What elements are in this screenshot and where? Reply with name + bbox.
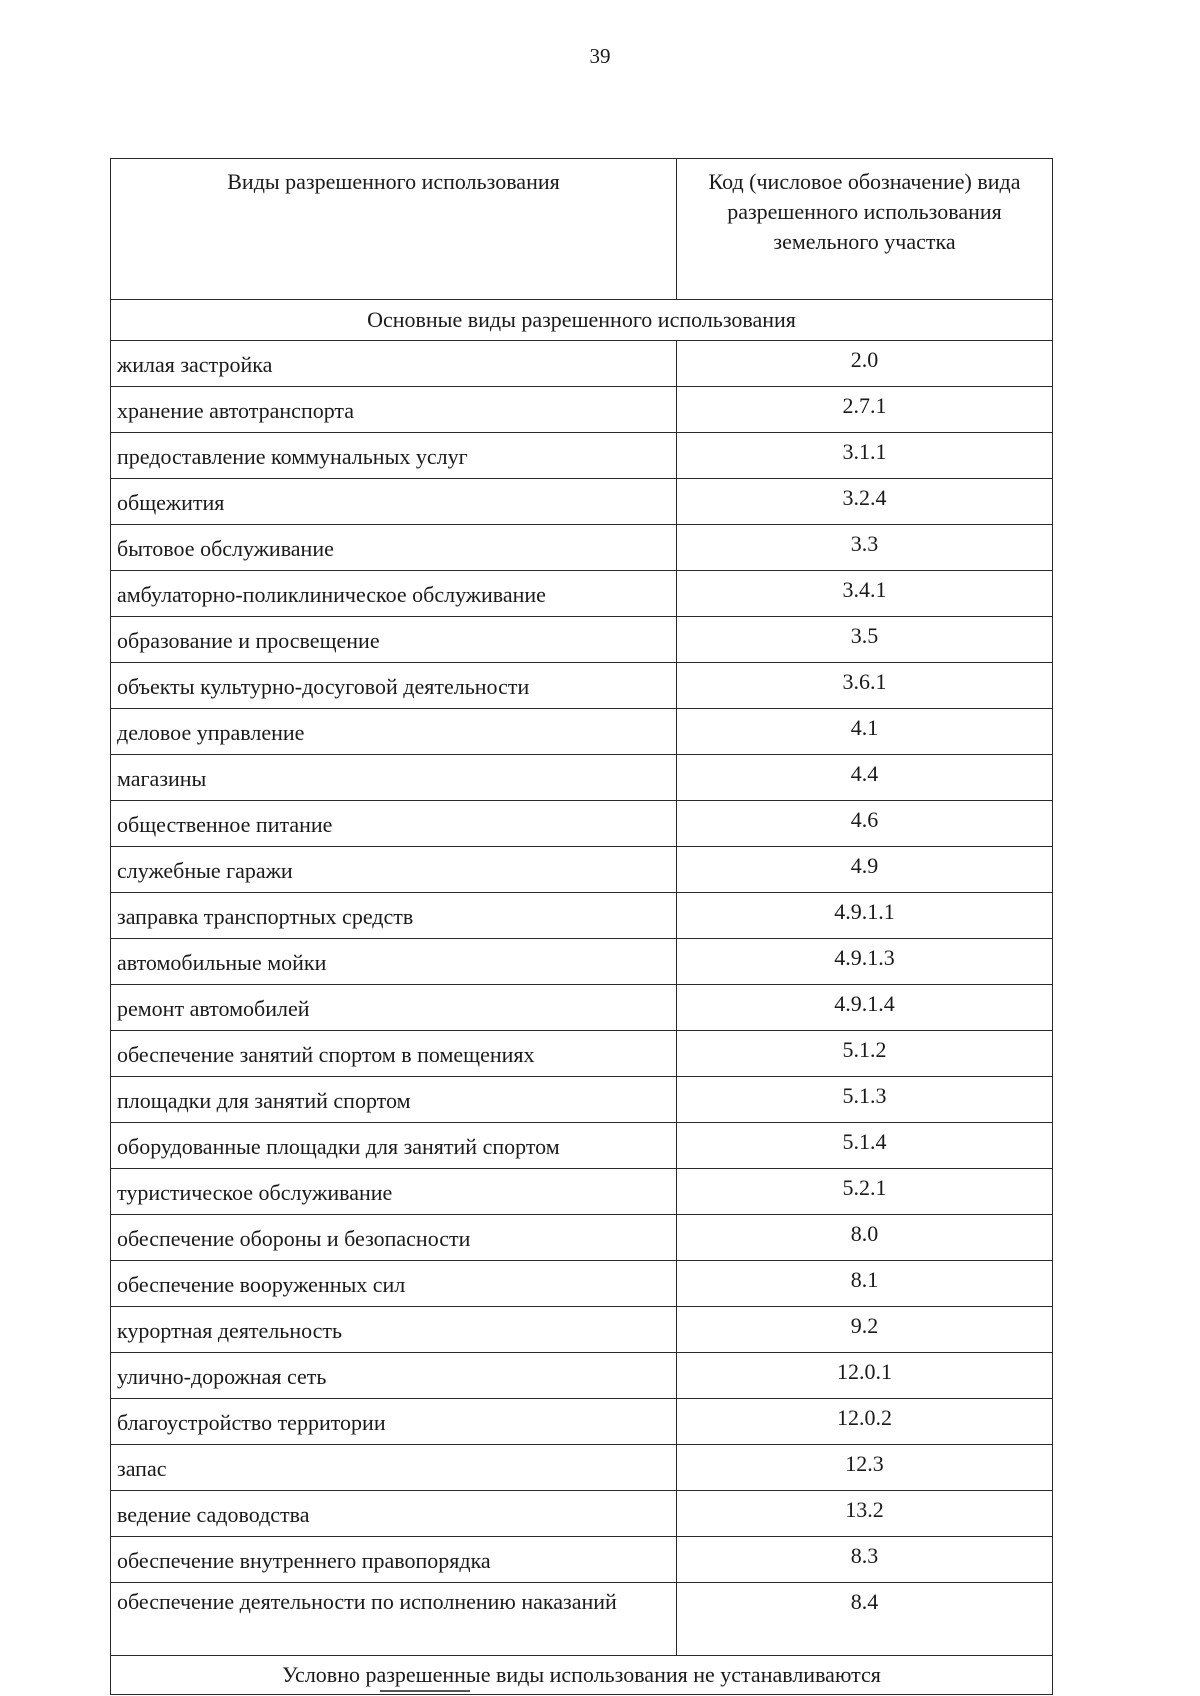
use-type-name: общественное питание (111, 801, 677, 847)
use-type-name: предоставление коммунальных услуг (111, 433, 677, 479)
use-type-code: 4.9 (677, 847, 1053, 893)
use-type-name: образование и просвещение (111, 617, 677, 663)
use-type-name: объекты культурно-досуговой деятельности (111, 663, 677, 709)
use-type-code: 3.6.1 (677, 663, 1053, 709)
table-row (111, 525, 1053, 571)
land-use-table (110, 158, 1053, 1695)
use-type-code: 5.1.4 (677, 1123, 1053, 1169)
table-row (111, 387, 1053, 433)
use-type-name: курортная деятельность (111, 1307, 677, 1353)
use-type-name: обеспечение обороны и безопасности (111, 1215, 677, 1261)
section-main-row (111, 300, 1053, 341)
table-row (111, 755, 1053, 801)
table-row (111, 479, 1053, 525)
table-row (111, 1353, 1053, 1399)
table-row (111, 1491, 1053, 1537)
use-type-code: 2.0 (677, 341, 1053, 387)
table-row (111, 1583, 1053, 1656)
use-type-name: обеспечение занятий спортом в помещениях (111, 1031, 677, 1077)
table-row (111, 1537, 1053, 1583)
use-type-code: 8.4 (677, 1583, 1053, 1656)
table-row (111, 1261, 1053, 1307)
use-type-code: 8.1 (677, 1261, 1053, 1307)
use-type-name: хранение автотранспорта (111, 387, 677, 433)
use-type-code: 5.1.2 (677, 1031, 1053, 1077)
use-type-name: ведение садоводства (111, 1491, 677, 1537)
table-row (111, 433, 1053, 479)
table-row (111, 709, 1053, 755)
use-type-name: площадки для занятий спортом (111, 1077, 677, 1123)
use-type-code: 4.4 (677, 755, 1053, 801)
page-number: 39 (589, 44, 611, 68)
use-type-code: 2.7.1 (677, 387, 1053, 433)
use-type-code: 5.1.3 (677, 1077, 1053, 1123)
section-main-title: Основные виды разрешенного использования (111, 300, 1053, 341)
table-row (111, 1169, 1053, 1215)
use-type-code: 3.2.4 (677, 479, 1053, 525)
use-type-name: оборудованные площадки для занятий спортом (111, 1123, 677, 1169)
use-type-code: 3.3 (677, 525, 1053, 571)
conditional-uses-note: Условно разрешенные виды использования не устанавливаются (111, 1656, 1053, 1695)
table-footer-row (111, 1656, 1053, 1695)
use-type-code: 8.0 (677, 1215, 1053, 1261)
table-header-row (111, 159, 1053, 300)
use-type-name: заправка транспортных средств (111, 893, 677, 939)
use-type-name: ремонт автомобилей (111, 985, 677, 1031)
use-type-name: обеспечение деятельности по исполнению наказаний (111, 1583, 677, 1656)
use-type-name: бытовое обслуживание (111, 525, 677, 571)
use-type-code: 13.2 (677, 1491, 1053, 1537)
use-type-code: 4.6 (677, 801, 1053, 847)
table-row (111, 663, 1053, 709)
land-use-table-container (110, 158, 1052, 1695)
table-row (111, 985, 1053, 1031)
header-code: Код (числовое обозначение) вида разрешенного использования земельного участка (677, 159, 1053, 300)
use-type-name: общежития (111, 479, 677, 525)
table-row (111, 1399, 1053, 1445)
use-type-code: 12.3 (677, 1445, 1053, 1491)
use-type-name: жилая застройка (111, 341, 677, 387)
table-row (111, 893, 1053, 939)
use-type-name: благоустройство территории (111, 1399, 677, 1445)
use-type-name: автомобильные мойки (111, 939, 677, 985)
use-type-code: 12.0.1 (677, 1353, 1053, 1399)
use-type-name: улично-дорожная сеть (111, 1353, 677, 1399)
table-row (111, 571, 1053, 617)
table-row (111, 1031, 1053, 1077)
table-row (111, 1215, 1053, 1261)
table-row (111, 939, 1053, 985)
bottom-divider (380, 1690, 470, 1692)
use-type-code: 4.9.1.4 (677, 985, 1053, 1031)
table-row (111, 341, 1053, 387)
table-row (111, 617, 1053, 663)
use-type-code: 12.0.2 (677, 1399, 1053, 1445)
table-row (111, 847, 1053, 893)
table-body (111, 300, 1053, 1656)
use-type-code: 3.5 (677, 617, 1053, 663)
use-type-name: амбулаторно-поликлиническое обслуживание (111, 571, 677, 617)
use-type-code: 5.2.1 (677, 1169, 1053, 1215)
use-type-name: запас (111, 1445, 677, 1491)
use-type-name: служебные гаражи (111, 847, 677, 893)
use-type-name: обеспечение вооруженных сил (111, 1261, 677, 1307)
use-type-name: магазины (111, 755, 677, 801)
use-type-name: обеспечение внутреннего правопорядка (111, 1537, 677, 1583)
table-row (111, 1123, 1053, 1169)
use-type-code: 8.3 (677, 1537, 1053, 1583)
table-row (111, 1307, 1053, 1353)
table-row (111, 1445, 1053, 1491)
use-type-code: 3.1.1 (677, 433, 1053, 479)
header-use-types: Виды разрешенного использования (111, 159, 677, 300)
use-type-code: 4.1 (677, 709, 1053, 755)
use-type-code: 4.9.1.1 (677, 893, 1053, 939)
table-row (111, 801, 1053, 847)
use-type-name: туристическое обслуживание (111, 1169, 677, 1215)
use-type-code: 9.2 (677, 1307, 1053, 1353)
use-type-code: 3.4.1 (677, 571, 1053, 617)
use-type-code: 4.9.1.3 (677, 939, 1053, 985)
table-row (111, 1077, 1053, 1123)
use-type-name: деловое управление (111, 709, 677, 755)
